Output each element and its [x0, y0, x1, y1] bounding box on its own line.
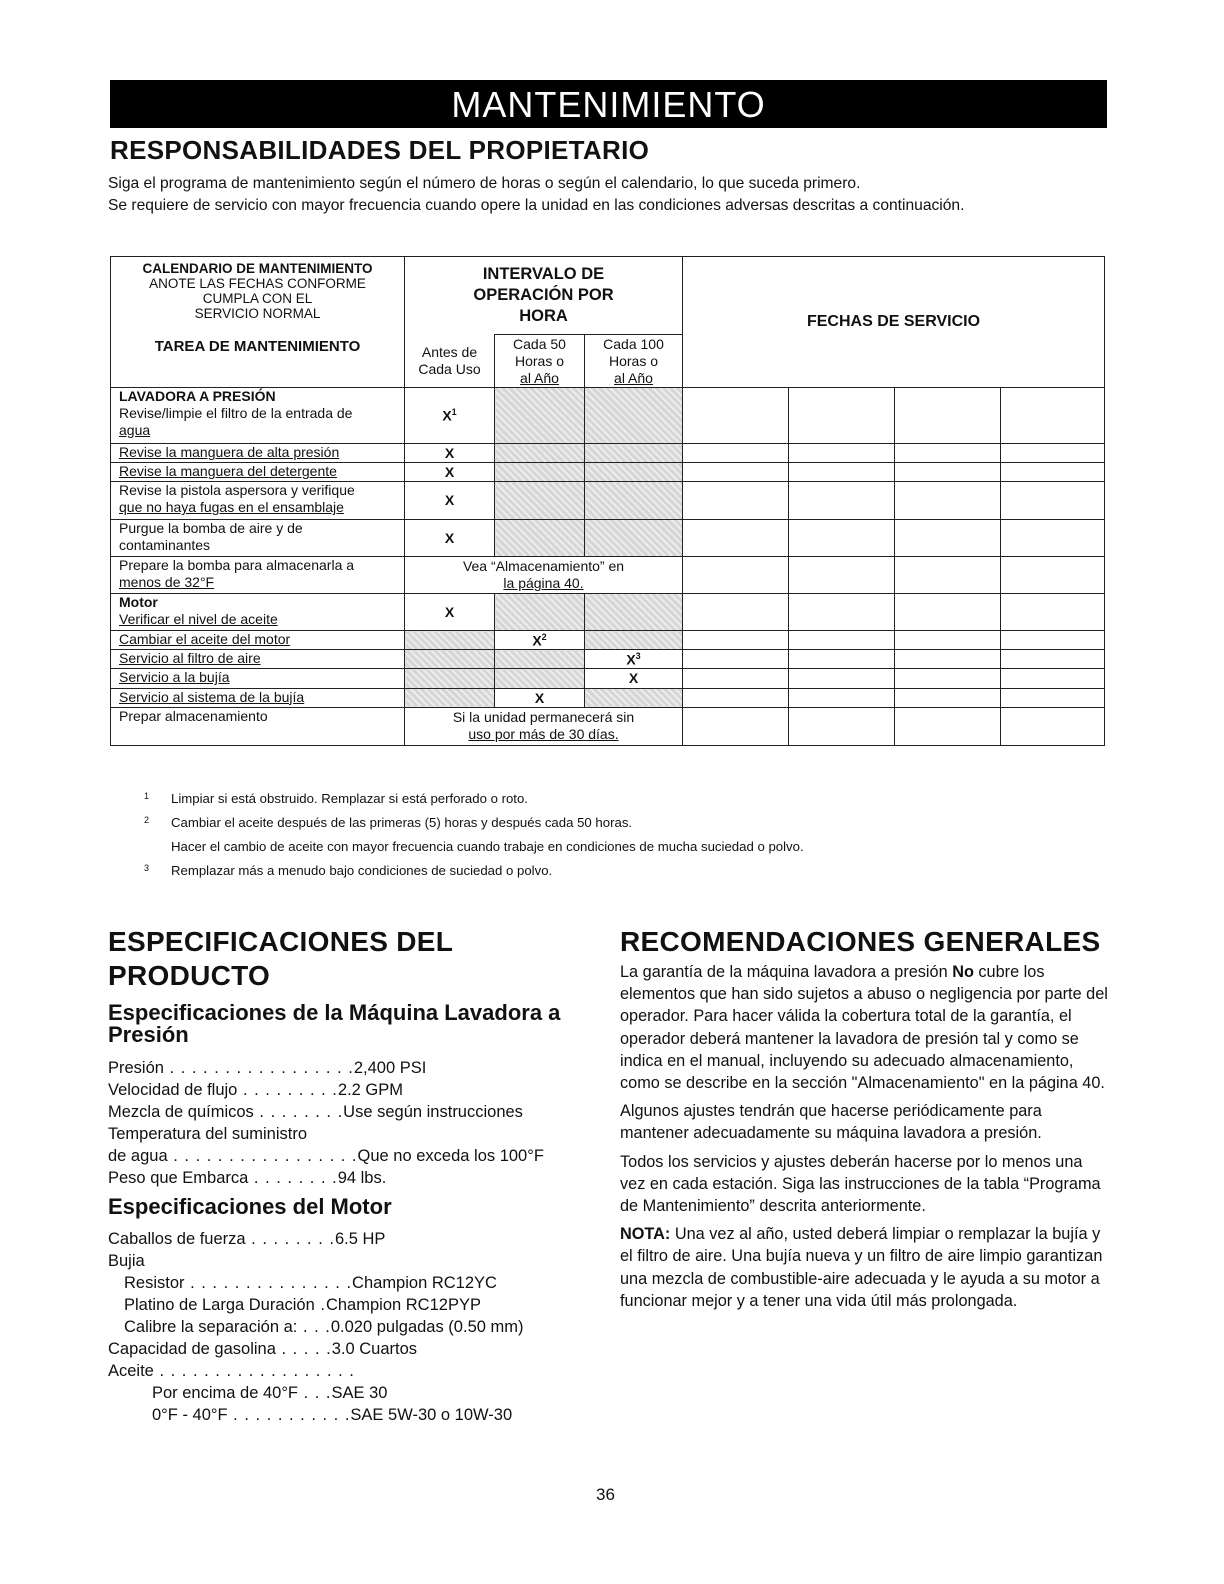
washer-specs-heading: Especificaciones de la Máquina Lavadora a Presión — [108, 1000, 561, 1047]
date-cell — [683, 444, 789, 463]
table-row — [111, 556, 1105, 593]
table-row — [111, 650, 1105, 669]
footnote: 2 Cambiar el aceite después de las primeras (5) horas y después cada 50 horas. — [144, 815, 633, 830]
footnote: 3 Remplazar más a menudo bajo condiciones de suciedad o polvo. — [144, 863, 553, 878]
task-cell: Servicio al sistema de la bujía — [111, 688, 405, 707]
col-header-line: Cada 50 — [513, 335, 566, 352]
service-dates-header: FECHAS DE SERVICIO — [683, 257, 1105, 388]
shaded-cell — [585, 387, 683, 443]
general-recommendations-heading: RECOMENDACIONES GENERALES — [620, 926, 1101, 957]
date-cell — [683, 463, 789, 482]
shaded-cell — [495, 444, 585, 463]
date-cell — [1001, 650, 1105, 669]
date-cell — [1001, 556, 1105, 593]
task-text: Verificar el nivel de aceite — [119, 611, 278, 627]
schedule-subtitle: SERVICIO NORMAL — [194, 306, 321, 321]
col-header-line: al Año — [614, 369, 653, 386]
shaded-cell — [495, 519, 585, 556]
shaded-cell — [495, 594, 585, 631]
date-cell — [1001, 463, 1105, 482]
date-cell — [683, 669, 789, 688]
col-header-line: Cada 100 — [603, 335, 664, 352]
date-cell — [789, 688, 895, 707]
task-cell — [111, 387, 405, 443]
spec-row: Caballos de fuerza . . . . . . . .6.5 HP — [108, 1230, 386, 1248]
date-cell — [1001, 444, 1105, 463]
schedule-header-cell — [111, 257, 405, 388]
date-cell — [895, 650, 1001, 669]
table-row — [111, 669, 1105, 688]
col-header-line: Horas o — [514, 352, 565, 369]
date-cell — [895, 482, 1001, 519]
date-cell — [683, 688, 789, 707]
shaded-cell — [585, 444, 683, 463]
mark-cell: X — [405, 444, 495, 463]
note-line: uso por más de 30 días. — [468, 726, 619, 743]
note-line: la página 40. — [503, 574, 584, 591]
task-text: Revise la pistola aspersora y verifique — [119, 482, 355, 499]
table-row — [111, 482, 1105, 519]
date-cell — [789, 482, 895, 519]
col-every-50-hours — [495, 335, 585, 387]
task-cell — [111, 482, 405, 519]
task-text: agua — [119, 421, 151, 438]
shaded-cell — [585, 463, 683, 482]
mark-cell: X — [495, 688, 585, 707]
footnote: Hacer el cambio de aceite con mayor frecuencia cuando trabaje en condiciones de mucha suciedad o polvo. — [171, 839, 804, 854]
storage-prep-note — [405, 707, 683, 745]
mark-cell: $X^2$ — [495, 631, 585, 650]
task-text: Prepare la bomba para almacenarla a — [119, 556, 355, 573]
storage-note — [405, 556, 683, 593]
spec-row: Resistor . . . . . . . . . . . . . . .Champion RC12YC — [124, 1274, 497, 1292]
motor-specs-heading: Especificaciones del Motor — [108, 1194, 392, 1219]
shaded-cell — [495, 650, 585, 669]
shaded-cell — [585, 482, 683, 519]
table-row — [111, 444, 1105, 463]
schedule-title: CALENDARIO DE MANTENIMIENTO — [142, 261, 373, 276]
date-cell — [1001, 669, 1105, 688]
date-cell — [683, 631, 789, 650]
interval-header — [405, 257, 683, 335]
shaded-cell — [585, 594, 683, 631]
table-row — [111, 463, 1105, 482]
task-cell — [111, 556, 405, 593]
paragraph: La garantía de la máquina lavadora a presión No cubre los elementos que han sido sujetos a abuso o negligencia por parte del operador. Para hacer válida la cobertura total de la garantía, el operador deberá mantener la lavadora de presión tal y como se indica en el manual, incluyendo su adecuado almacenamiento, como se describe en la sección "Almacenamiento" en la página 40. — [620, 963, 1108, 1093]
paragraph: NOTA: Una vez al año, usted deberá limpiar o remplazar la bujía y el filtro de aire. Una bujía nueva y un filtro de aire limpio garantizan una mezcla de combustible-aire adecuada y le ayuda a su motor a funcionar mejor y a tener una vida útil más prolongada. — [620, 1225, 1103, 1310]
mark-cell: X — [405, 519, 495, 556]
col-before-each-use — [405, 335, 495, 387]
date-cell — [789, 669, 895, 688]
table-row — [111, 688, 1105, 707]
task-text: menos de 32°F — [119, 573, 215, 590]
shaded-cell — [405, 688, 495, 707]
date-cell — [789, 556, 895, 593]
spec-row: Peso que Embarca . . . . . . . .94 lbs. — [108, 1169, 387, 1187]
spec-row: Aceite . . . . . . . . . . . . . . . . . . — [108, 1362, 355, 1380]
shaded-cell — [405, 669, 495, 688]
date-cell — [895, 556, 1001, 593]
schedule-subtitle: CUMPLA CON EL — [202, 291, 313, 306]
section-banner: MANTENIMIENTO — [110, 80, 1107, 128]
date-cell — [895, 631, 1001, 650]
date-cell — [1001, 631, 1105, 650]
spec-row: Temperatura del suministro — [108, 1125, 307, 1143]
date-cell — [789, 707, 895, 745]
date-cell — [789, 463, 895, 482]
mark-cell: X — [405, 463, 495, 482]
mark-cell: X — [585, 669, 683, 688]
task-text: contaminantes — [119, 536, 211, 553]
date-cell — [789, 594, 895, 631]
col-header-line: Antes de — [421, 343, 478, 360]
date-cell — [789, 650, 895, 669]
product-specs-heading: ESPECIFICACIONES DEL PRODUCTO — [108, 926, 454, 991]
footnotes — [144, 787, 804, 883]
spec-row: de agua . . . . . . . . . . . . . . . . .Que no exceda los 100°F — [108, 1147, 544, 1165]
interval-header-line: OPERACIÓN POR — [473, 286, 614, 304]
spec-row: Bujia — [108, 1252, 145, 1270]
schedule-subtitle: ANOTE LAS FECHAS CONFORME — [149, 276, 366, 291]
shaded-cell — [585, 519, 683, 556]
washer-specs-list — [108, 1057, 588, 1189]
spec-row: Calibre la separación a: . . .0.020 pulgadas (0.50 mm) — [124, 1318, 524, 1336]
date-cell — [683, 650, 789, 669]
spec-row: Platino de Larga Duración .Champion RC12PYP — [124, 1296, 481, 1314]
date-cell — [895, 519, 1001, 556]
mark-cell: $X^3$ — [585, 650, 683, 669]
shaded-cell — [495, 482, 585, 519]
date-cell — [1001, 707, 1105, 745]
task-cell: Revise la manguera del detergente — [111, 463, 405, 482]
col-header-line: Cada Uso — [418, 360, 481, 377]
shaded-cell — [495, 387, 585, 443]
task-cell: Prepar almacenamiento — [111, 707, 405, 745]
date-cell — [1001, 688, 1105, 707]
date-cell — [1001, 387, 1105, 443]
table-row — [111, 631, 1105, 650]
col-header-line: Horas o — [608, 352, 659, 369]
maintenance-schedule-table — [110, 256, 1105, 746]
spec-row: Presión . . . . . . . . . . . . . . . . .2,400 PSI — [108, 1059, 427, 1077]
date-cell — [789, 519, 895, 556]
table-row — [111, 387, 1105, 443]
intro-line: Se requiere de servicio con mayor frecuencia cuando opere la unidad en las condiciones adversas descritas a continuación. — [108, 197, 965, 214]
recommendations-text — [620, 961, 1110, 1318]
date-cell — [789, 387, 895, 443]
date-cell — [895, 387, 1001, 443]
interval-header-line: INTERVALO DE — [482, 265, 605, 283]
mark-cell: $X^1$ — [405, 387, 495, 443]
paragraph: Algunos ajustes tendrán que hacerse periódicamente para mantener adecuadamente su máquina lavadora a presión. — [620, 1102, 1042, 1143]
task-text: Revise/limpie el filtro de la entrada de — [119, 404, 353, 421]
mark-cell: X — [405, 594, 495, 631]
task-cell — [111, 594, 405, 631]
owner-responsibilities-heading: RESPONSABILIDADES DEL PROPIETARIO — [110, 135, 650, 165]
task-cell — [111, 519, 405, 556]
task-cell: Revise la manguera de alta presión — [111, 444, 405, 463]
date-cell — [789, 631, 895, 650]
date-cell — [789, 444, 895, 463]
date-cell — [683, 482, 789, 519]
date-cell — [895, 594, 1001, 631]
shaded-cell — [405, 631, 495, 650]
intro-line: Siga el programa de mantenimiento según el número de horas o según el calendario, lo que suceda primero. — [108, 175, 861, 192]
date-cell — [683, 556, 789, 593]
date-cell — [1001, 519, 1105, 556]
spec-row: Velocidad de flujo . . . . . . . . .2.2 GPM — [108, 1081, 403, 1099]
task-text: Purgue la bomba de aire y de — [119, 519, 303, 536]
shaded-cell — [495, 669, 585, 688]
col-every-100-hours — [585, 335, 683, 387]
date-cell — [683, 387, 789, 443]
date-cell — [895, 669, 1001, 688]
spec-row: 0°F - 40°F . . . . . . . . . . .SAE 5W-30 o 10W-30 — [152, 1406, 513, 1424]
table-row — [111, 707, 1105, 745]
date-cell — [895, 444, 1001, 463]
shaded-cell — [585, 631, 683, 650]
intro-text — [108, 173, 964, 217]
date-cell — [683, 594, 789, 631]
date-cell — [895, 688, 1001, 707]
date-cell — [683, 519, 789, 556]
table-row — [111, 594, 1105, 631]
spec-row: Por encima de 40°F . . .SAE 30 — [152, 1384, 388, 1402]
mark-cell: X — [405, 482, 495, 519]
task-cell: Servicio a la bujía — [111, 669, 405, 688]
note-line: Si la unidad permanecerá sin — [452, 709, 635, 726]
shaded-cell — [405, 650, 495, 669]
date-cell — [895, 707, 1001, 745]
motor-specs-list — [108, 1228, 588, 1426]
interval-header-line: HORA — [519, 307, 568, 325]
shaded-cell — [495, 463, 585, 482]
task-cell: Cambiar el aceite del motor — [111, 631, 405, 650]
group-label: LAVADORA A PRESIÓN — [119, 387, 276, 404]
note-line: Vea “Almacenamiento” en — [462, 557, 625, 574]
task-text: que no haya fugas en el ensamblaje — [119, 499, 344, 516]
task-column-header: TAREA DE MANTENIMIENTO — [154, 338, 361, 355]
date-cell — [895, 463, 1001, 482]
date-cell — [1001, 482, 1105, 519]
group-label: Motor — [119, 594, 158, 610]
col-header-line: al Año — [520, 369, 559, 386]
page-number: 36 — [596, 1485, 615, 1504]
task-cell: Servicio al filtro de aire — [111, 650, 405, 669]
spec-row: Mezcla de químicos . . . . . . . .Use según instrucciones — [108, 1103, 523, 1121]
table-row — [111, 519, 1105, 556]
shaded-cell — [585, 688, 683, 707]
date-cell — [1001, 594, 1105, 631]
footnote: 1 Limpiar si está obstruido. Remplazar si está perforado o roto. — [144, 791, 528, 806]
spec-row: Capacidad de gasolina . . . . .3.0 Cuartos — [108, 1340, 418, 1358]
date-cell — [683, 707, 789, 745]
paragraph: Todos los servicios y ajustes deberán hacerse por lo menos una vez en cada estación. Siga las instrucciones de la tabla “Programa de Mantenimiento” descrita anteriormente. — [620, 1152, 1101, 1216]
